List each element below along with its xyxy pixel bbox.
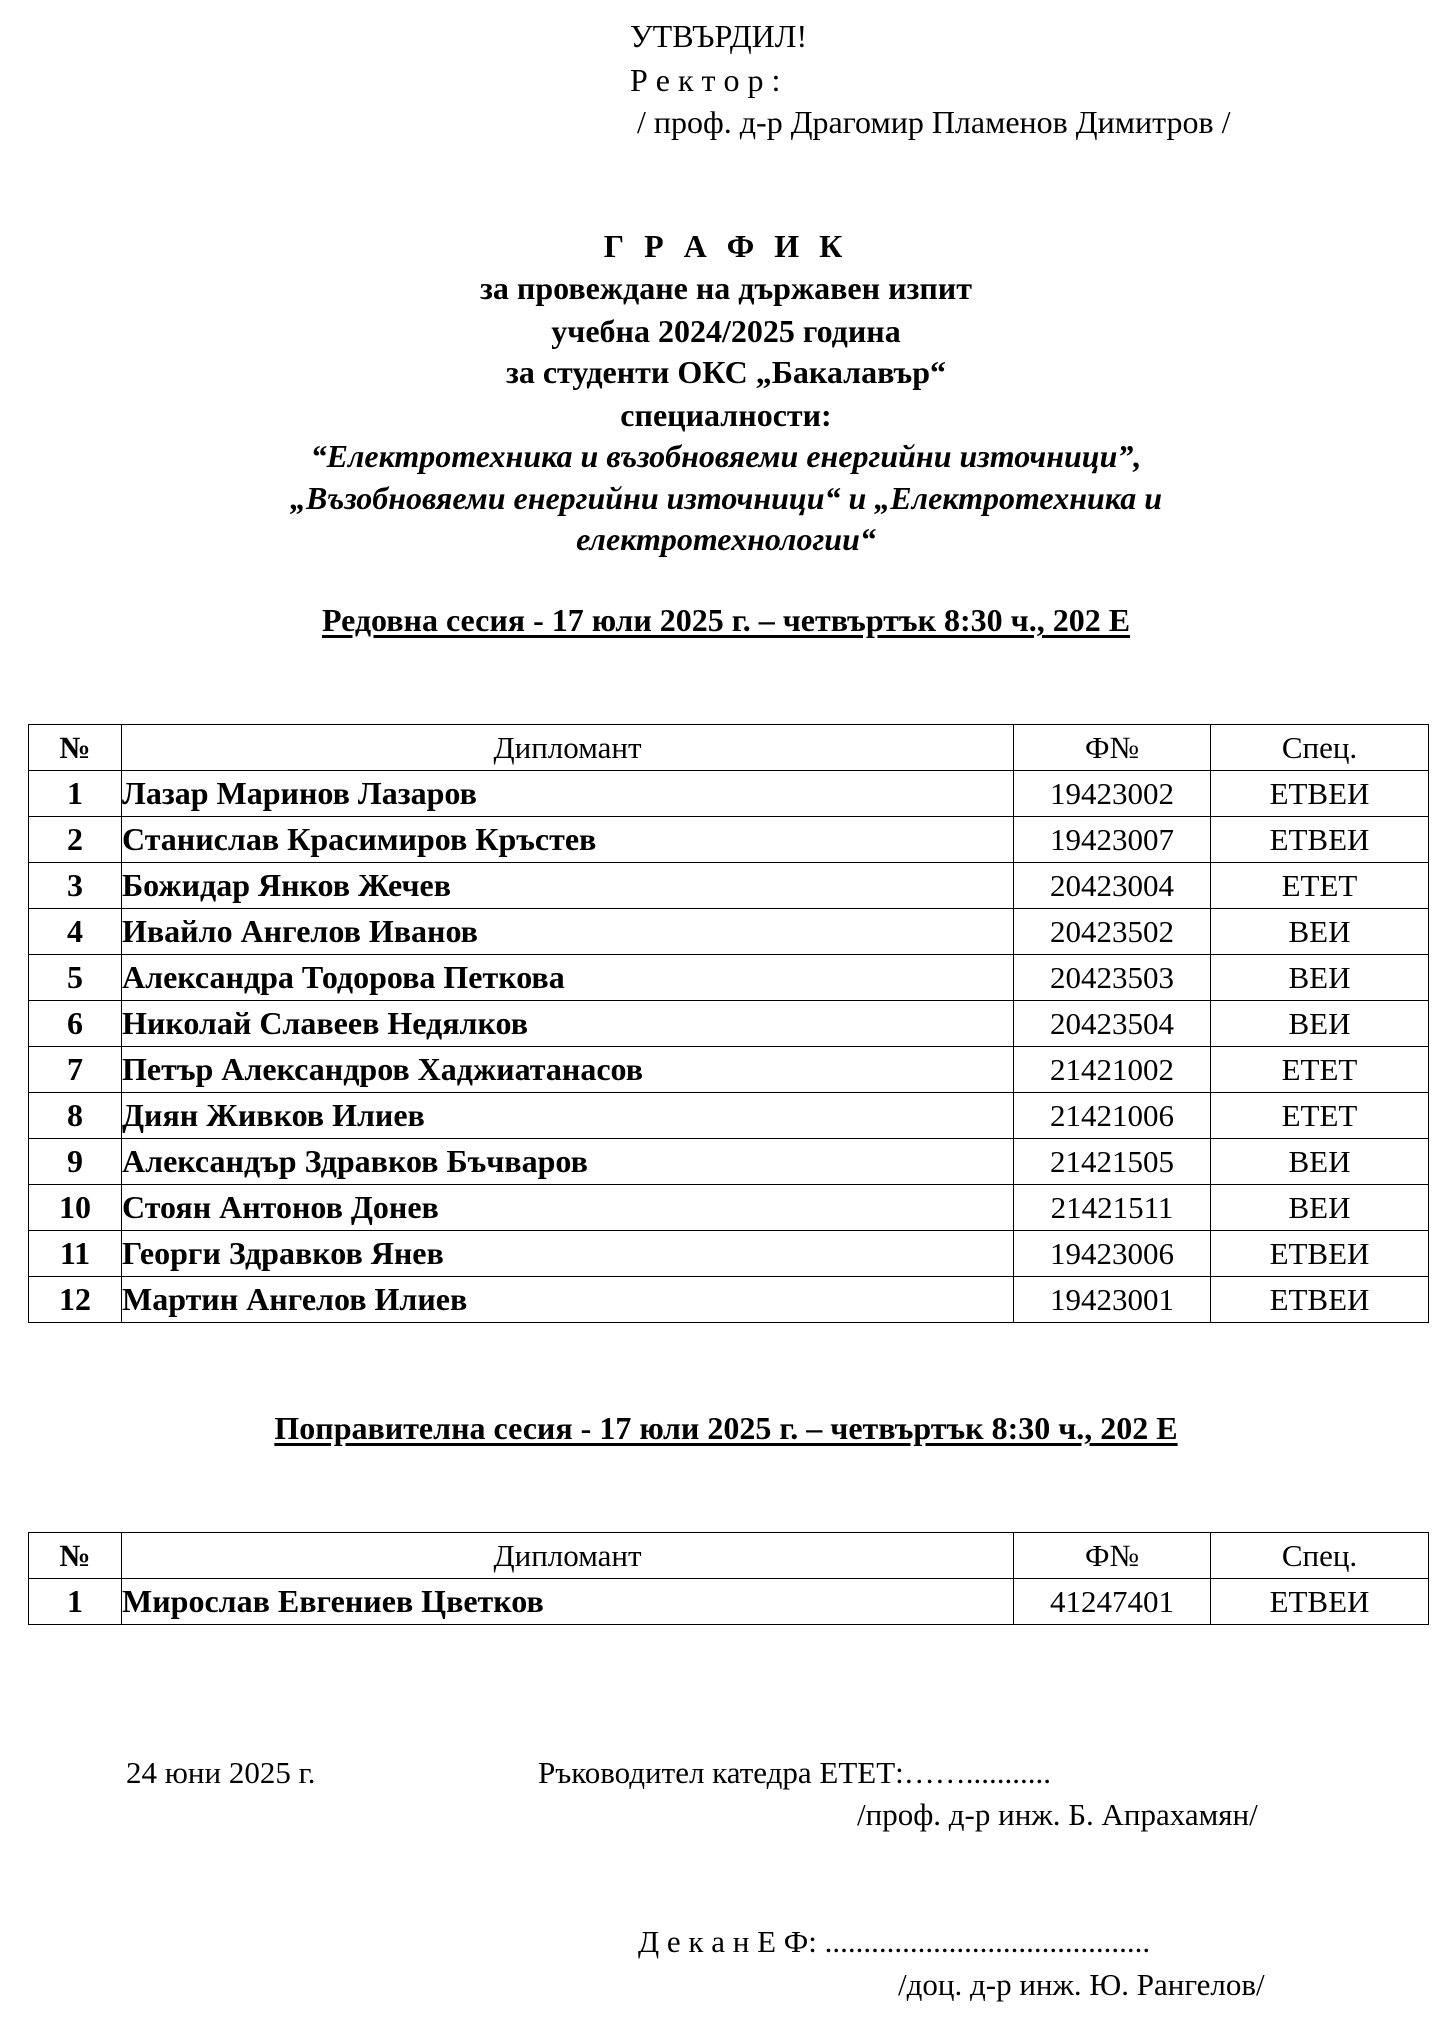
row-number: 9: [29, 1139, 122, 1185]
specialty-code: ВЕИ: [1211, 1139, 1429, 1185]
graduate-name: Лазар Маринов Лазаров: [122, 771, 1014, 817]
faculty-number: 21421505: [1014, 1139, 1211, 1185]
title-line-3: за студенти ОКС „Бакалавър“: [505, 354, 946, 390]
graduate-name: Георги Здравков Янев: [122, 1231, 1014, 1277]
specialty-code: ВЕИ: [1211, 955, 1429, 1001]
graduate-name: Александра Тодорова Петкова: [122, 955, 1014, 1001]
column-header-faculty-number: Ф№: [1014, 1533, 1211, 1579]
graduate-name: Ивайло Ангелов Иванов: [122, 909, 1014, 955]
column-header-specialty: Спец.: [1211, 725, 1429, 771]
faculty-number: 20423502: [1014, 909, 1211, 955]
title-line-1: за провеждане на държавен изпит: [480, 270, 972, 306]
row-number: 6: [29, 1001, 122, 1047]
title-line-4: специалности:: [620, 397, 832, 433]
table-row: [29, 1231, 1429, 1277]
row-number: 1: [29, 1579, 122, 1625]
specialty-code: ЕТЕТ: [1211, 1047, 1429, 1093]
row-number: 3: [29, 863, 122, 909]
makeup-session-rows: [29, 1579, 1429, 1625]
specialty-code: ЕТВЕИ: [1211, 771, 1429, 817]
department-head-name: /проф. д-р инж. Б. Апрахамян/: [857, 1797, 1258, 1832]
title-line-2: учебна 2024/2025 година: [551, 313, 901, 349]
column-header-graduate: Дипломант: [122, 1533, 1014, 1579]
specialty-code: ВЕИ: [1211, 909, 1429, 955]
row-number: 7: [29, 1047, 122, 1093]
column-header-specialty: Спец.: [1211, 1533, 1429, 1579]
specialty-code: ЕТВЕИ: [1211, 1579, 1429, 1625]
faculty-number: 41247401: [1014, 1579, 1211, 1625]
faculty-number: 19423001: [1014, 1277, 1211, 1323]
table-row: [29, 1001, 1429, 1047]
dean-name: /доц. д-р инж. Ю. Рангелов/: [898, 1967, 1265, 2002]
faculty-number: 19423002: [1014, 771, 1211, 817]
table-header-row: [29, 725, 1429, 771]
column-header-number: №: [29, 1533, 122, 1579]
table-row: [29, 863, 1429, 909]
graduate-name: Петър Александров Хаджиатанасов: [122, 1047, 1014, 1093]
graduate-name: Александър Здравков Бъчваров: [122, 1139, 1014, 1185]
rector-label: Р е к т о р :: [630, 62, 781, 98]
specialty-code: ЕТЕТ: [1211, 863, 1429, 909]
table-row: [29, 817, 1429, 863]
regular-session-table: [28, 724, 1429, 1323]
table-row: [29, 1139, 1429, 1185]
graduate-name: Диян Живков Илиев: [122, 1093, 1014, 1139]
table-row: [29, 1579, 1429, 1625]
graduate-name: Мирослав Евгениев Цветков: [122, 1579, 1014, 1625]
makeup-session-heading: Поправителна сесия - 17 юли 2025 г. – четвъртък 8:30 ч., 202 Е: [274, 1410, 1178, 1446]
graduate-name: Николай Славеев Недялков: [122, 1001, 1014, 1047]
approval-stamp: УТВЪРДИЛ!: [630, 18, 808, 54]
title-line-6: „Възобновяеми енергийни източници“ и „Електротехника и: [290, 480, 1162, 516]
graduate-name: Стоян Антонов Донев: [122, 1185, 1014, 1231]
column-header-faculty-number: Ф№: [1014, 725, 1211, 771]
title-line-7: електротехнологии“: [576, 521, 876, 557]
makeup-session-table: [28, 1532, 1429, 1625]
row-number: 1: [29, 771, 122, 817]
row-number: 12: [29, 1277, 122, 1323]
faculty-number: 19423006: [1014, 1231, 1211, 1277]
rector-name: / проф. д-р Драгомир Пламенов Димитров /: [637, 104, 1231, 140]
document-date: 24 юни 2025 г.: [126, 1755, 316, 1790]
specialty-code: ЕТЕТ: [1211, 1093, 1429, 1139]
row-number: 5: [29, 955, 122, 1001]
faculty-number: 20423004: [1014, 863, 1211, 909]
row-number: 10: [29, 1185, 122, 1231]
dean-signature-line: Д е к а н Е Ф: ..........................................: [638, 1924, 1151, 1959]
row-number: 4: [29, 909, 122, 955]
faculty-number: 21421006: [1014, 1093, 1211, 1139]
faculty-number: 21421002: [1014, 1047, 1211, 1093]
specialty-code: ЕТВЕИ: [1211, 1277, 1429, 1323]
department-head-signature-line: Ръководител катедра ЕТЕТ:……...........: [538, 1755, 1052, 1790]
regular-session-heading: Редовна сесия - 17 юли 2025 г. – четвъртък 8:30 ч., 202 Е: [321, 602, 1131, 638]
column-header-number: №: [29, 725, 122, 771]
title-line-5: “Електротехника и възобновяеми енергийни източници”,: [310, 438, 1142, 474]
specialty-code: ЕТВЕИ: [1211, 1231, 1429, 1277]
specialty-code: ЕТВЕИ: [1211, 817, 1429, 863]
faculty-number: 21421511: [1014, 1185, 1211, 1231]
specialty-code: ВЕИ: [1211, 1185, 1429, 1231]
table-row: [29, 1277, 1429, 1323]
row-number: 2: [29, 817, 122, 863]
table-header-row: [29, 1533, 1429, 1579]
table-row: [29, 1093, 1429, 1139]
table-row: [29, 771, 1429, 817]
document-title: Г Р А Ф И К: [603, 228, 849, 264]
table-row: [29, 1185, 1429, 1231]
graduate-name: Станислав Красимиров Кръстев: [122, 817, 1014, 863]
graduate-name: Божидар Янков Жечев: [122, 863, 1014, 909]
regular-session-rows: [29, 771, 1429, 1323]
graduate-name: Мартин Ангелов Илиев: [122, 1277, 1014, 1323]
faculty-number: 20423504: [1014, 1001, 1211, 1047]
table-row: [29, 955, 1429, 1001]
row-number: 8: [29, 1093, 122, 1139]
row-number: 11: [29, 1231, 122, 1277]
faculty-number: 20423503: [1014, 955, 1211, 1001]
table-row: [29, 909, 1429, 955]
column-header-graduate: Дипломант: [122, 725, 1014, 771]
table-row: [29, 1047, 1429, 1093]
specialty-code: ВЕИ: [1211, 1001, 1429, 1047]
faculty-number: 19423007: [1014, 817, 1211, 863]
